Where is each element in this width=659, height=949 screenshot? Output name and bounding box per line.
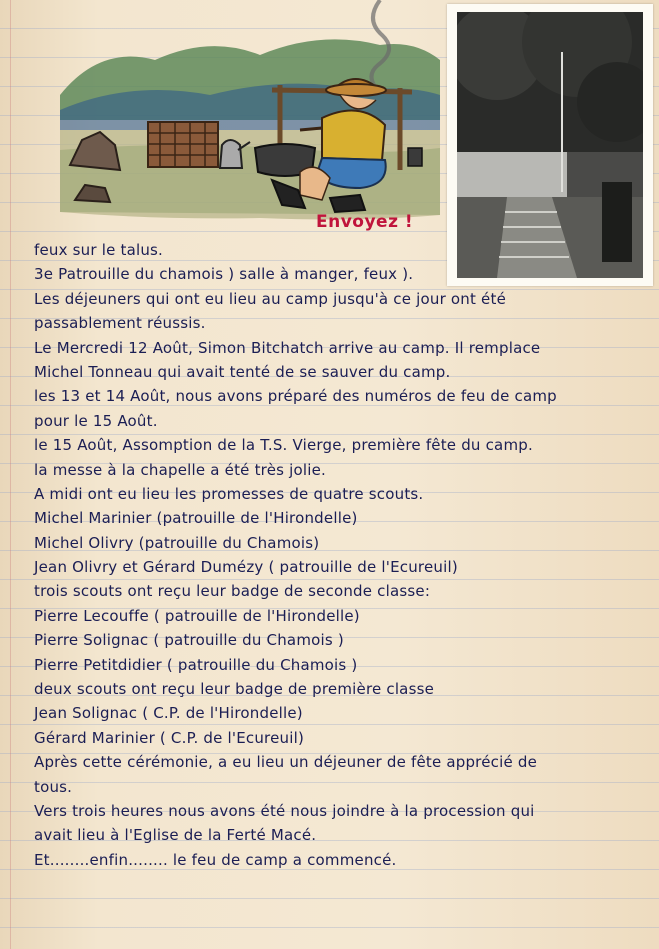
journal-line: tous. bbox=[34, 777, 73, 796]
journal-line: Les déjeuners qui ont eu lieu au camp jusqu'à ce jour ont été bbox=[34, 289, 506, 308]
scout-cooking-illustration bbox=[60, 0, 440, 225]
journal-line: Pierre Petitdidier ( patrouille du Chamois ) bbox=[34, 655, 358, 674]
handwritten-journal-text bbox=[34, 238, 654, 872]
margin-line bbox=[10, 0, 11, 949]
journal-line: Jean Solignac ( C.P. de l'Hirondelle) bbox=[34, 704, 303, 723]
drawing-caption: Envoyez ! bbox=[316, 212, 414, 232]
journal-line: Michel Marinier (patrouille de l'Hirondelle) bbox=[34, 509, 358, 528]
journal-line: A midi ont eu lieu les promesses de quatre scouts. bbox=[34, 484, 424, 503]
journal-line: Michel Olivry (patrouille du Chamois) bbox=[34, 533, 320, 552]
journal-line: Gérard Marinier ( C.P. de l'Ecureuil) bbox=[34, 728, 305, 747]
journal-line: avait lieu à l'Eglise de la Ferté Macé. bbox=[34, 826, 317, 845]
journal-line: Vers trois heures nous avons été nous joindre à la procession qui bbox=[34, 801, 535, 820]
journal-line: Jean Olivry et Gérard Dumézy ( patrouille de l'Ecureuil) bbox=[34, 558, 458, 577]
journal-line: Michel Tonneau qui avait tenté de se sauver du camp. bbox=[34, 362, 451, 381]
journal-line: 3e Patrouille du chamois ) salle à manger, feux ). bbox=[34, 265, 414, 284]
journal-line: trois scouts ont reçu leur badge de seconde classe: bbox=[34, 582, 431, 601]
journal-line: pour le 15 Août. bbox=[34, 411, 158, 430]
journal-line: Pierre Lecouffe ( patrouille de l'Hirondelle) bbox=[34, 606, 360, 625]
journal-line: la messe à la chapelle a été très jolie. bbox=[34, 460, 326, 479]
journal-line: Pierre Solignac ( patrouille du Chamois ) bbox=[34, 631, 344, 650]
journal-line: deux scouts ont reçu leur badge de première classe bbox=[34, 680, 435, 699]
journal-line: feux sur le talus. bbox=[34, 241, 164, 259]
journal-line: Et........enfin........ le feu de camp a commencé. bbox=[34, 850, 397, 869]
journal-line: les 13 et 14 Août, nous avons préparé des numéros de feu de camp bbox=[34, 387, 557, 406]
journal-line: Après cette cérémonie, a eu lieu un déjeuner de fête apprécié de bbox=[34, 753, 538, 772]
journal-line: le 15 Août, Assomption de la T.S. Vierge, première fête du camp. bbox=[34, 436, 533, 455]
journal-line: Le Mercredi 12 Août, Simon Bitchatch arrive au camp. Il remplace bbox=[34, 338, 541, 357]
journal-line: passablement réussis. bbox=[34, 314, 206, 333]
